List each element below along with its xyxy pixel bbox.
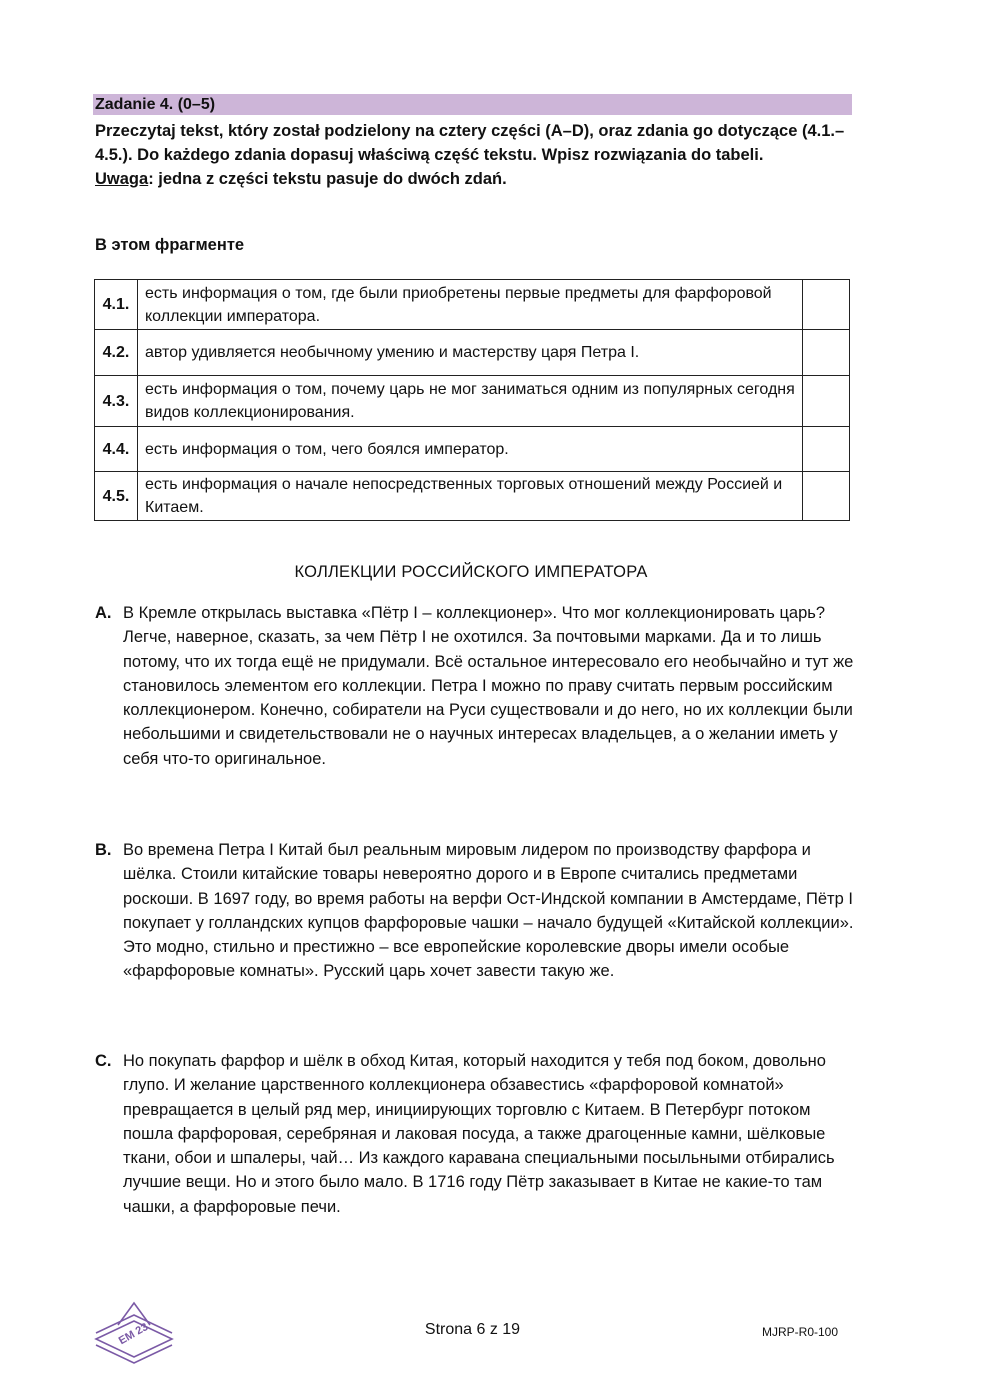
- row-text: есть информация о том, чего боялся император.: [138, 427, 803, 472]
- task-title: Zadanie 4. (0–5): [95, 96, 216, 113]
- section-body: Но покупать фарфор и шёлк в обход Китая, который находится у тебя под боком, довольно глупо. И желание царственного коллекционера обзавестись «фарфоровой комнатой» превращается в целый ряд мер, инициирующих торговлю с Китаем. В Петербург потоком пошла фарфоровая, серебряная и лаковая посуда, а также драгоценные камни, шёлковые ткани, обои и шпалеры, чай… Из каждого каравана специальными посыльными отбирались лучшие вещи. Но и этого было мало. В 1716 году Пётр заказывает в Китае не какие-то там чашки, а фарфоровые печи.: [123, 1052, 835, 1216]
- note-text: : jedna z części tekstu pasuje do dwóch zdań.: [148, 170, 507, 188]
- row-text: автор удивляется необычному умению и мастерству царя Петра I.: [138, 330, 803, 376]
- section-letter: B.: [95, 841, 112, 859]
- section-body: Во времена Петра I Китай был реальным мировым лидером по производству фарфора и шёлка. Стоили китайские товары невероятно дорого и в Европе считались предметами роскоши. В 1697 году, во время работы на верфи Ост-Индской компании в Амстердаме, Пётр I покупает у голландских купцов фарфоровые чашки – начало будущей «Китайской коллекции». Это модно, стильно и престижно – все европейские королевские дворы имели особые «фарфоровые комнаты». Русский царь хочет завести такую же.: [123, 841, 854, 981]
- matching-table: [94, 279, 850, 521]
- row-text: есть информация о начале непосредственных торговых отношений между Россией и Китаем.: [138, 472, 803, 521]
- logo-text: EM 23: [116, 1320, 151, 1348]
- section-letter: A.: [95, 604, 112, 622]
- table-heading: В этом фрагменте: [95, 236, 245, 254]
- instruction-text: Przeczytaj tekst, który został podzielony na cztery części (A–D), oraz zdania go dotyczące (4.1.–4.5.). Do każdego zdania dopasuj właściwą część tekstu. Wpisz rozwiązania do tabeli.: [95, 122, 845, 164]
- row-number: 4.2.: [95, 330, 138, 376]
- answer-cell[interactable]: [803, 330, 850, 376]
- section-body: В Кремле открылась выставка «Пётр I – коллекционер». Что мог коллекционировать царь? Легче, наверное, сказать, за чем Пётр I не охотился. За почтовыми марками. Да и то лишь потому, что их тогда ещё не придумали. Всё остальное интересовало его необычайно и тут же становилось элементом его коллекции. Петра I можно по праву считать первым российским коллекционером. Конечно, собиратели на Руси существовали и до него, но их коллекции были небольшими и свидетельствовали не о научных интересах владельцев, а о желании иметь у себя что-то оригинальное.: [123, 604, 854, 768]
- text-section-b: [95, 838, 855, 984]
- task-instructions: [95, 119, 855, 191]
- row-number: 4.3.: [95, 376, 138, 427]
- table-row: [95, 472, 850, 521]
- table-row: [95, 330, 850, 376]
- table-row: [95, 427, 850, 472]
- row-text: есть информация о том, почему царь не мог заниматься одним из популярных сегодня видов коллекционирования.: [138, 376, 803, 427]
- answer-cell[interactable]: [803, 472, 850, 521]
- table-row: [95, 280, 850, 330]
- row-number: 4.4.: [95, 427, 138, 472]
- section-letter: C.: [95, 1052, 112, 1070]
- row-number: 4.5.: [95, 472, 138, 521]
- note-label: Uwaga: [95, 170, 149, 188]
- answer-cell[interactable]: [803, 280, 850, 330]
- table-row: [95, 376, 850, 427]
- row-text: есть информация о том, где были приобретены первые предметы для фарфоровой коллекции императора.: [138, 280, 803, 330]
- answer-cell[interactable]: [803, 427, 850, 472]
- row-number: 4.1.: [95, 280, 138, 330]
- text-title: КОЛЛЕКЦИИ РОССИЙСКОГО ИМПЕРАТОРА: [294, 563, 648, 581]
- text-section-a: [95, 601, 855, 771]
- text-section-c: [95, 1049, 855, 1219]
- answer-cell[interactable]: [803, 376, 850, 427]
- note: [95, 167, 855, 191]
- document-code: MJRP-R0-100: [762, 1325, 839, 1339]
- page-number: Strona 6 z 19: [424, 1321, 521, 1338]
